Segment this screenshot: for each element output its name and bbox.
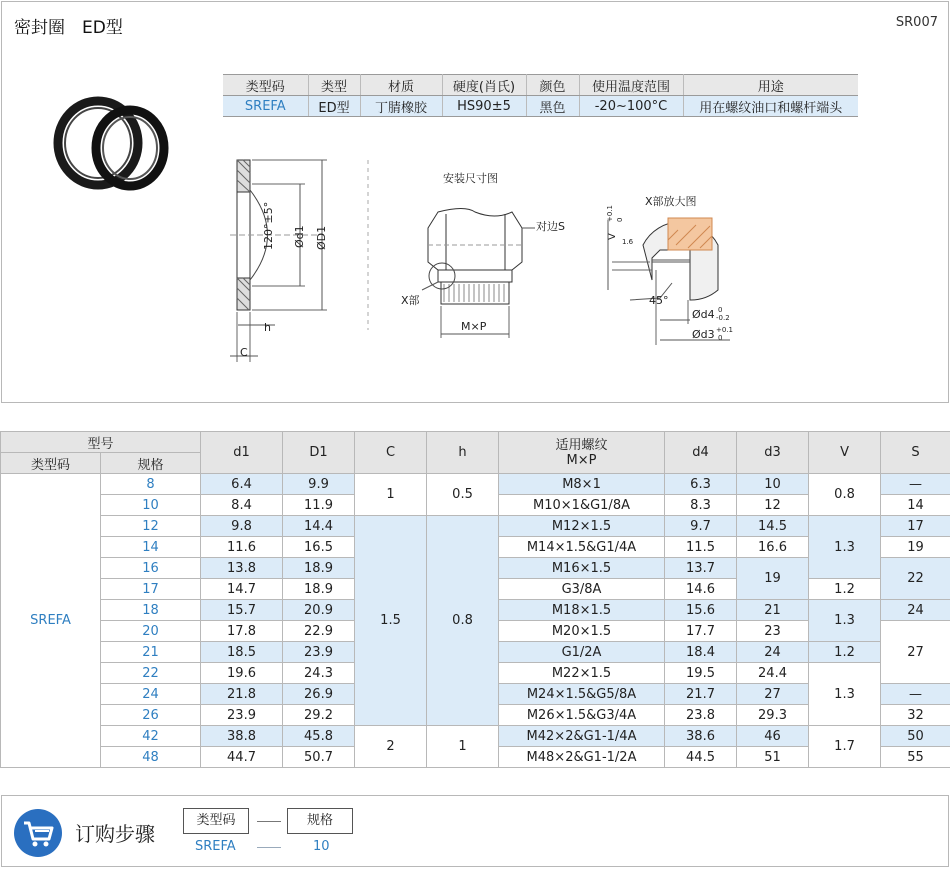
d1-cell: 11.6 bbox=[201, 537, 283, 558]
size-cell[interactable]: 24 bbox=[101, 684, 201, 705]
size-cell[interactable]: 21 bbox=[101, 642, 201, 663]
spec-header: 使用温度范围 bbox=[579, 75, 683, 96]
c-cell: 1.5 bbox=[355, 516, 427, 726]
d4-cell: 9.7 bbox=[665, 516, 737, 537]
v-cell: 1.3 bbox=[809, 600, 881, 642]
s-cell: 14 bbox=[881, 495, 950, 516]
d3-cell: 16.6 bbox=[737, 537, 809, 558]
spec-value: HS90±5 bbox=[442, 96, 526, 117]
order-title: 订购步骤 bbox=[75, 822, 155, 846]
col-header-d4: d4 bbox=[665, 432, 737, 474]
cart-icon bbox=[14, 809, 62, 857]
d1-cell: 18.5 bbox=[201, 642, 283, 663]
d1-cell: 17.8 bbox=[201, 621, 283, 642]
D1-cell: 26.9 bbox=[283, 684, 355, 705]
d4-cell: 23.8 bbox=[665, 705, 737, 726]
d4-cell: 11.5 bbox=[665, 537, 737, 558]
spec-header: 材质 bbox=[360, 75, 442, 96]
D1-cell: 9.9 bbox=[283, 474, 355, 495]
d3-cell: 24.4 bbox=[737, 663, 809, 684]
thread-cell: M12×1.5 bbox=[499, 516, 665, 537]
d3-cell: 46 bbox=[737, 726, 809, 747]
d1-cell: 38.8 bbox=[201, 726, 283, 747]
v-cell: 1.2 bbox=[809, 642, 881, 663]
spec-type-code[interactable]: SREFA bbox=[223, 96, 308, 117]
v-tol-bottom: 0 bbox=[616, 217, 624, 222]
col-header-s: S bbox=[881, 432, 950, 474]
spec-value: 用在螺纹油口和螺杆端头 bbox=[683, 96, 858, 117]
spec-value: 黑色 bbox=[526, 96, 579, 117]
order-spec-box: 规格 bbox=[287, 808, 353, 834]
c-label: C bbox=[240, 346, 248, 359]
D1-cell: 14.4 bbox=[283, 516, 355, 537]
size-cell[interactable]: 16 bbox=[101, 558, 201, 579]
d3-label: Ød3 bbox=[692, 328, 715, 341]
thread-cell: M26×1.5&G3/4A bbox=[499, 705, 665, 726]
d1-cell: 23.9 bbox=[201, 705, 283, 726]
D1-cell: 24.3 bbox=[283, 663, 355, 684]
product-photo bbox=[58, 101, 164, 186]
page-title: 密封圈 ED型 bbox=[14, 18, 123, 38]
size-cell[interactable]: 22 bbox=[101, 663, 201, 684]
thread-cell: M8×1 bbox=[499, 474, 665, 495]
d4-cell: 38.6 bbox=[665, 726, 737, 747]
s-cell: — bbox=[881, 474, 950, 495]
thread-cell: M48×2&G1-1/2A bbox=[499, 747, 665, 768]
d4-cell: 44.5 bbox=[665, 747, 737, 768]
size-cell[interactable]: 18 bbox=[101, 600, 201, 621]
spec-header: 类型 bbox=[308, 75, 360, 96]
c-cell: 2 bbox=[355, 726, 427, 768]
D1-cell: 22.9 bbox=[283, 621, 355, 642]
d4-cell: 15.6 bbox=[665, 600, 737, 621]
d4-cell: 8.3 bbox=[665, 495, 737, 516]
h-label: h bbox=[264, 321, 271, 334]
spec-size-header: 规格 bbox=[101, 453, 201, 474]
x-part-label: X部 bbox=[401, 294, 420, 307]
d1-cell: 13.8 bbox=[201, 558, 283, 579]
v-cell: 1.7 bbox=[809, 726, 881, 768]
v-cell: 1.3 bbox=[809, 516, 881, 579]
d4-cell: 6.3 bbox=[665, 474, 737, 495]
h-cell: 0.5 bbox=[427, 474, 499, 516]
group-header: 型号 bbox=[1, 432, 201, 453]
D1-cell: 45.8 bbox=[283, 726, 355, 747]
order-separator bbox=[257, 821, 281, 822]
v-cell: 0.8 bbox=[809, 474, 881, 516]
d4-tol-top: 0 bbox=[718, 306, 723, 314]
d3-cell: 29.3 bbox=[737, 705, 809, 726]
size-cell[interactable]: 10 bbox=[101, 495, 201, 516]
across-flats-label: 对边S bbox=[536, 220, 565, 233]
D1-cell: 18.9 bbox=[283, 558, 355, 579]
angle-label: 120°±5° bbox=[262, 201, 275, 250]
s-cell: 17 bbox=[881, 516, 950, 537]
angle45-label: 45° bbox=[649, 294, 669, 307]
d3-cell: 51 bbox=[737, 747, 809, 768]
roughness-label: 1.6 bbox=[622, 238, 634, 246]
spec-value: 丁腈橡胶 bbox=[360, 96, 442, 117]
d3-cell: 24 bbox=[737, 642, 809, 663]
s-cell: 27 bbox=[881, 621, 950, 684]
d1-cell: 9.8 bbox=[201, 516, 283, 537]
size-cell[interactable]: 26 bbox=[101, 705, 201, 726]
col-header-d1: d1 bbox=[201, 432, 283, 474]
size-cell[interactable]: 20 bbox=[101, 621, 201, 642]
D1-cell: 20.9 bbox=[283, 600, 355, 621]
size-cell[interactable]: 17 bbox=[101, 579, 201, 600]
thread-cell: M24×1.5&G5/8A bbox=[499, 684, 665, 705]
order-type-code-value[interactable]: SREFA bbox=[195, 839, 236, 854]
s-cell: 19 bbox=[881, 537, 950, 558]
col-header-h: h bbox=[427, 432, 499, 474]
d1-cell: 6.4 bbox=[201, 474, 283, 495]
d3-cell: 27 bbox=[737, 684, 809, 705]
h-cell: 0.8 bbox=[427, 516, 499, 726]
d3-cell: 23 bbox=[737, 621, 809, 642]
d1-cell: 21.8 bbox=[201, 684, 283, 705]
order-value-separator bbox=[257, 847, 281, 848]
d4-cell: 13.7 bbox=[665, 558, 737, 579]
s-cell: — bbox=[881, 684, 950, 705]
d3-tol-top: +0.1 bbox=[716, 326, 733, 334]
D1-cell: 29.2 bbox=[283, 705, 355, 726]
d4-label: Ød4 bbox=[692, 308, 715, 321]
thread-cell: M18×1.5 bbox=[499, 600, 665, 621]
size-cell[interactable]: 48 bbox=[101, 747, 201, 768]
mxp-label: M×P bbox=[461, 320, 487, 333]
D1-label: ØD1 bbox=[315, 225, 328, 250]
v-tol-top: +0.1 bbox=[606, 205, 614, 222]
section-drawing bbox=[230, 160, 368, 362]
spec-table bbox=[223, 74, 858, 117]
d4-cell: 19.5 bbox=[665, 663, 737, 684]
d1-cell: 19.6 bbox=[201, 663, 283, 684]
install-title: 安装尺寸图 bbox=[443, 172, 498, 185]
s-cell: 32 bbox=[881, 705, 950, 726]
D1-cell: 23.9 bbox=[283, 642, 355, 663]
technical-drawing bbox=[0, 0, 950, 400]
d3-tol-bottom: 0 bbox=[718, 334, 723, 342]
type-code-header: 类型码 bbox=[1, 453, 101, 474]
v-cell: 1.2 bbox=[809, 579, 881, 600]
order-spec-value[interactable]: 10 bbox=[313, 839, 330, 854]
thread-cell: M20×1.5 bbox=[499, 621, 665, 642]
d1-cell: 15.7 bbox=[201, 600, 283, 621]
d4-tol-bottom: -0.2 bbox=[716, 314, 730, 322]
order-type-code-box: 类型码 bbox=[183, 808, 249, 834]
detail-title: X部放大图 bbox=[645, 195, 697, 208]
thread-cell: M10×1&G1/8A bbox=[499, 495, 665, 516]
size-cell[interactable]: 42 bbox=[101, 726, 201, 747]
dimension-table bbox=[0, 431, 950, 768]
thread-cell: M14×1.5&G1/4A bbox=[499, 537, 665, 558]
v-label: V bbox=[607, 233, 618, 240]
thread-cell: G3/8A bbox=[499, 579, 665, 600]
s-cell: 50 bbox=[881, 726, 950, 747]
d4-cell: 17.7 bbox=[665, 621, 737, 642]
product-code: SR007 bbox=[895, 15, 938, 30]
d1-cell: 8.4 bbox=[201, 495, 283, 516]
spec-value: -20~100°C bbox=[579, 96, 683, 117]
spec-header: 类型码 bbox=[223, 75, 308, 96]
col-header-d3: d3 bbox=[737, 432, 809, 474]
D1-cell: 18.9 bbox=[283, 579, 355, 600]
size-cell[interactable]: 12 bbox=[101, 516, 201, 537]
s-cell: 55 bbox=[881, 747, 950, 768]
install-drawing bbox=[422, 209, 535, 339]
d4-cell: 14.6 bbox=[665, 579, 737, 600]
v-cell: 1.3 bbox=[809, 663, 881, 726]
d4-cell: 18.4 bbox=[665, 642, 737, 663]
spec-header: 用途 bbox=[683, 75, 858, 96]
type-code-cell[interactable]: SREFA bbox=[1, 474, 101, 768]
spec-header: 硬度(肖氏) bbox=[442, 75, 526, 96]
thread-cell: G1/2A bbox=[499, 642, 665, 663]
size-cell[interactable]: 8 bbox=[101, 474, 201, 495]
size-cell[interactable]: 14 bbox=[101, 537, 201, 558]
c-cell: 1 bbox=[355, 474, 427, 516]
d1-cell: 44.7 bbox=[201, 747, 283, 768]
col-header-v: V bbox=[809, 432, 881, 474]
d3-cell: 21 bbox=[737, 600, 809, 621]
col-header-D1: D1 bbox=[283, 432, 355, 474]
col-header-thread: 适用螺纹 M×P bbox=[499, 432, 665, 474]
D1-cell: 16.5 bbox=[283, 537, 355, 558]
spec-header: 颜色 bbox=[526, 75, 579, 96]
D1-cell: 50.7 bbox=[283, 747, 355, 768]
h-cell: 1 bbox=[427, 726, 499, 768]
d3-cell: 14.5 bbox=[737, 516, 809, 537]
thread-cell: M42×2&G1-1/4A bbox=[499, 726, 665, 747]
d3-cell: 10 bbox=[737, 474, 809, 495]
col-header-c: C bbox=[355, 432, 427, 474]
s-cell: 22 bbox=[881, 558, 950, 600]
d3-cell: 12 bbox=[737, 495, 809, 516]
spec-value: ED型 bbox=[308, 96, 360, 117]
D1-cell: 11.9 bbox=[283, 495, 355, 516]
thread-cell: M16×1.5 bbox=[499, 558, 665, 579]
thread-cell: M22×1.5 bbox=[499, 663, 665, 684]
d4-cell: 21.7 bbox=[665, 684, 737, 705]
d3-cell: 19 bbox=[737, 558, 809, 600]
s-cell: 24 bbox=[881, 600, 950, 621]
d1-cell: 14.7 bbox=[201, 579, 283, 600]
d1-label: Ød1 bbox=[293, 225, 306, 248]
